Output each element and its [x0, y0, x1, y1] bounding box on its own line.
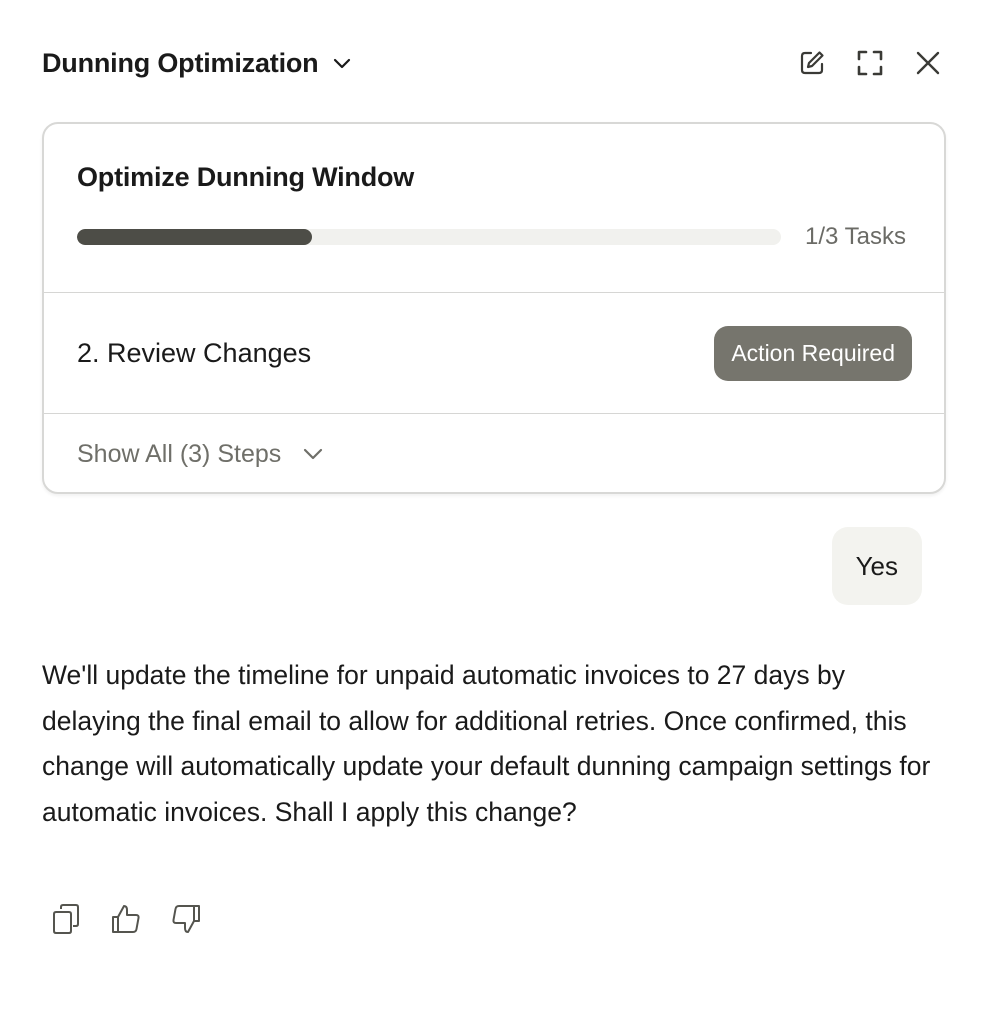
- message-actions: [48, 900, 204, 938]
- progress-row: [77, 223, 912, 251]
- expand-icon[interactable]: [854, 47, 886, 79]
- show-all-steps-label: Show All (3) Steps: [77, 439, 282, 468]
- status-badge[interactable]: Action Required: [714, 326, 912, 381]
- conversation-title-dropdown[interactable]: [42, 48, 354, 79]
- show-all-steps-toggle[interactable]: [44, 414, 944, 494]
- conversation-title: Dunning Optimization: [42, 47, 319, 78]
- panel-header: [42, 40, 944, 86]
- current-step-row[interactable]: [44, 293, 944, 414]
- task-title: Optimize Dunning Window: [77, 162, 415, 192]
- thumbs-down-icon[interactable]: [168, 900, 204, 938]
- task-progress-card: [42, 122, 946, 494]
- tasks-count: 1/3 Tasks: [805, 223, 906, 250]
- close-icon[interactable]: [912, 47, 944, 79]
- user-message-bubble: Yes: [832, 527, 922, 605]
- progress-fill: [77, 229, 312, 245]
- edit-icon[interactable]: [796, 47, 828, 79]
- current-step-label: 2. Review Changes: [77, 337, 312, 368]
- chevron-down-icon: [330, 51, 354, 75]
- header-actions: [796, 47, 944, 79]
- chevron-down-icon: [301, 442, 325, 466]
- copy-icon[interactable]: [48, 900, 84, 938]
- task-summary: [44, 124, 944, 293]
- thumbs-up-icon[interactable]: [108, 900, 144, 938]
- assistant-message: We'll update the timeline for unpaid automatic invoices to 27 days by delaying the final email to allow for additional retries. Once confirmed, this change will automatically update your default dunning campaign settings for automatic invoices. Shall I apply this change?: [42, 660, 931, 827]
- progress-bar: [77, 229, 781, 245]
